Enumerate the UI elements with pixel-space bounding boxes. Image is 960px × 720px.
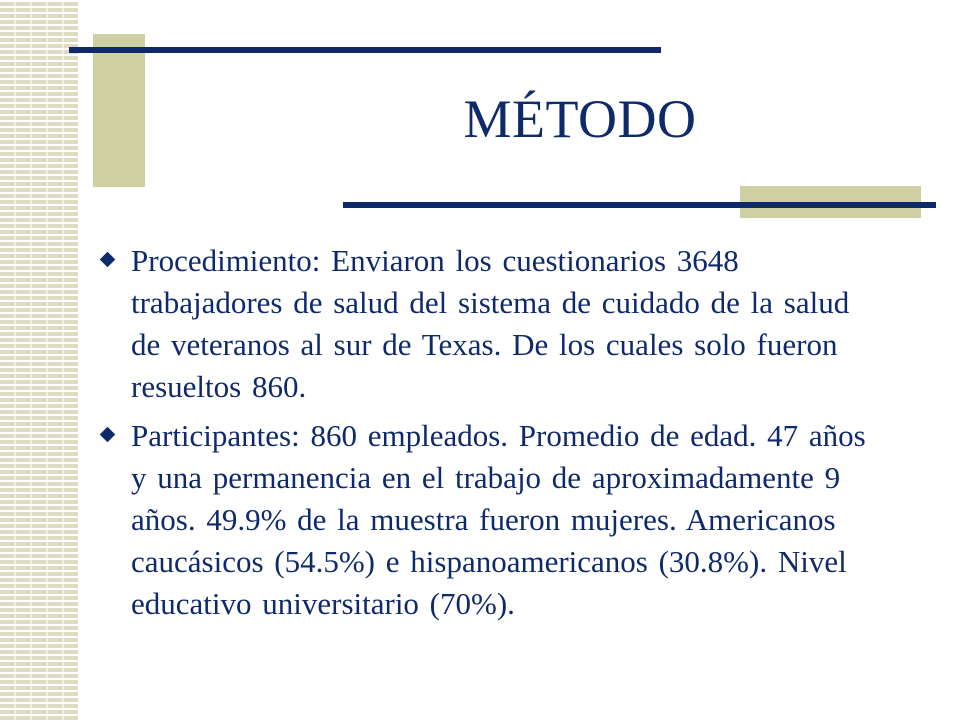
bullet-item-procedimiento xyxy=(100,240,870,409)
accent-block-top-left xyxy=(93,34,145,187)
title-rule-top xyxy=(69,47,661,53)
bullet-text: Procedimiento: Enviaron los cuestionarios 3648 trabajadores de salud del sistema de cuidado de la salud de veteranos al sur de Texas. De los cuales solo fueron resueltos 860. xyxy=(131,243,850,405)
slide-content xyxy=(100,240,870,631)
title-rule-bottom xyxy=(343,202,936,208)
diamond-bullet-icon xyxy=(100,426,116,442)
bullet-text: Participantes: 860 empleados. Promedio de edad. 47 años y una permanencia en el trabajo de aproximadamente 9 años. 49.9% de la muestra fueron mujeres. Americanos caucásicos (54.5%) e hispanoamericanos (30.8%). Nivel educativo universitario (70%). xyxy=(131,417,866,622)
left-stripe-pattern xyxy=(0,0,78,720)
slide-title: MÉTODO xyxy=(463,89,697,149)
diamond-bullet-icon xyxy=(100,252,116,268)
bullet-item-participantes xyxy=(100,415,870,626)
